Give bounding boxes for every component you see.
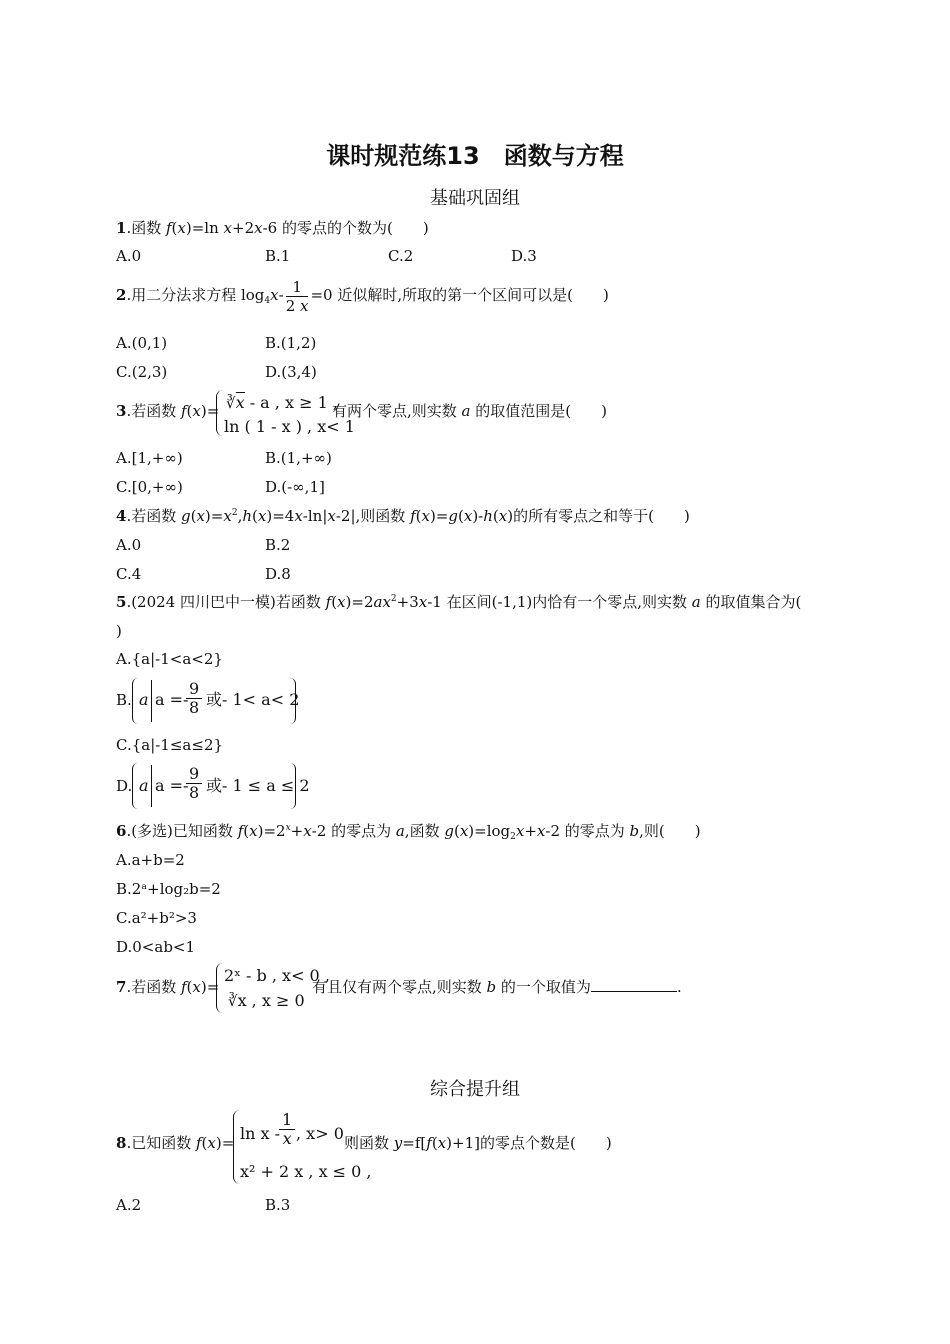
- q5d-right-brace: [290, 763, 296, 809]
- section-basic: 基础巩固组: [430, 188, 520, 209]
- q8-case-1a: ln x -: [240, 1124, 281, 1143]
- q4-option-c: C.4: [116, 565, 142, 583]
- section-advanced: 综合提升组: [430, 1079, 520, 1100]
- question-7: 7.若函数 f(x)=: [116, 978, 220, 996]
- q3-case-1: ∛x - a , x ≥ 1 ,: [226, 393, 338, 412]
- q5-option-a: A.{a|-1<a<2}: [116, 650, 223, 668]
- q1-option-b: B.1: [265, 247, 291, 265]
- q2-option-c: C.(2,3): [116, 363, 168, 381]
- question-6: 6.(多选)已知函数 $f(x)=2^x+x-2$ 的零点为 a,函数 $g(x)=\log_2x+x-2$ 的零点为 b,则( ): [116, 822, 701, 842]
- question-8-tail: 则函数 y=f[f(x)+1]的零点个数是( ): [344, 1134, 612, 1152]
- question-4: 4.若函数 $g(x)=x^2,h(x)=4x-\ln|x-2|$,则函数 f(x)=g(x)-h(x)的所有零点之和等于( ): [116, 507, 690, 525]
- q5-option-d-label: D.: [116, 777, 133, 795]
- question-5: 5.(2024 四川巴中一模)若函数 $f(x)=2ax^2+3x-1$ 在区间(-1,1)内恰有一个零点,则实数 a 的取值集合为(: [116, 593, 802, 611]
- page-title: 课时规范练13 函数与方程: [326, 142, 624, 170]
- q5d-expr: a =-: [155, 776, 189, 795]
- q3-option-d: D.(-∞,1]: [265, 478, 325, 496]
- q7-case-2: ∛x , x ≥ 0: [228, 991, 305, 1010]
- q5d-left-brace: [132, 763, 138, 809]
- question-3-tail: 有两个零点,则实数 a 的取值范围是( ): [332, 402, 607, 420]
- q4-option-d: D.8: [265, 565, 291, 583]
- q6-option-b: B.2ᵃ+log₂b=2: [116, 880, 221, 898]
- q5-option-b-label: B.: [116, 691, 132, 709]
- question-7-tail: 有且仅有两个零点,则实数 b 的一个取值为 .: [312, 978, 682, 996]
- q5b-fraction: $\frac{9}{8}$: [186, 680, 202, 717]
- q5d-tail: 或- 1 ≤ a ≤ 2: [206, 776, 310, 795]
- q8-case-2: x² + 2 x , x ≤ 0 ,: [240, 1162, 372, 1181]
- q5-option-c: C.{a|-1≤a≤2}: [116, 736, 224, 754]
- q5b-var: a: [139, 690, 149, 709]
- q2-option-d: D.(3,4): [265, 363, 317, 381]
- q6-option-d: D.0<ab<1: [116, 938, 196, 956]
- q4-option-a: A.0: [116, 536, 142, 554]
- q5b-tail: 或- 1< a< 2: [206, 690, 300, 709]
- q5b-left-brace: [132, 678, 138, 724]
- q1-option-c: C.2: [388, 247, 414, 265]
- question-8: 8.已知函数 f(x)=: [116, 1134, 235, 1152]
- q5d-var: a: [139, 776, 149, 795]
- q5b-expr: a =-: [155, 690, 189, 709]
- q4-option-b: B.2: [265, 536, 291, 554]
- q3-piecewise-brace: [216, 390, 223, 436]
- answer-blank[interactable]: [591, 977, 677, 992]
- q6-option-a: A.a+b=2: [116, 851, 185, 869]
- q8-fraction: $\frac{1}{x}$: [279, 1111, 295, 1148]
- question-3: 3.若函数 f(x)=: [116, 402, 220, 420]
- q6-option-c: C.a²+b²>3: [116, 909, 197, 927]
- q5b-separator: [151, 680, 152, 722]
- q1-option-d: D.3: [511, 247, 537, 265]
- question-2: 2.用二分法求方程 $\log_4x-$ $\frac{1}{2 x}$ =0 近似解时,所取的第一个区间可以是( ): [116, 277, 609, 315]
- q8-option-a: A.2: [116, 1196, 142, 1214]
- q7-piecewise-brace: [216, 963, 223, 1013]
- q8-case-1b: , x> 0 ,: [296, 1124, 355, 1143]
- q7-case-1: 2ˣ - b , x< 0 ,: [224, 966, 330, 985]
- q5d-fraction: $\frac{9}{8}$: [186, 765, 202, 802]
- q5b-right-brace: [290, 678, 296, 724]
- q2-option-a: A.(0,1): [116, 334, 168, 352]
- question-5-cont: ): [116, 622, 122, 640]
- q2-option-b: B.(1,2): [265, 334, 317, 352]
- q2-fraction: $\frac{1}{2 x}$: [285, 277, 309, 315]
- q3-option-b: B.(1,+∞): [265, 449, 332, 467]
- q5d-separator: [151, 765, 152, 807]
- q8-option-b: B.3: [265, 1196, 291, 1214]
- q8-piecewise-brace: [233, 1110, 240, 1184]
- question-1: 1.函数 f(x)=ln x+2x-6 的零点的个数为( ): [116, 219, 429, 237]
- q1-option-a: A.0: [116, 247, 142, 265]
- q3-option-c: C.[0,+∞): [116, 478, 183, 496]
- q3-case-2: ln ( 1 - x ) , x< 1: [224, 417, 355, 436]
- q3-option-a: A.[1,+∞): [116, 449, 183, 467]
